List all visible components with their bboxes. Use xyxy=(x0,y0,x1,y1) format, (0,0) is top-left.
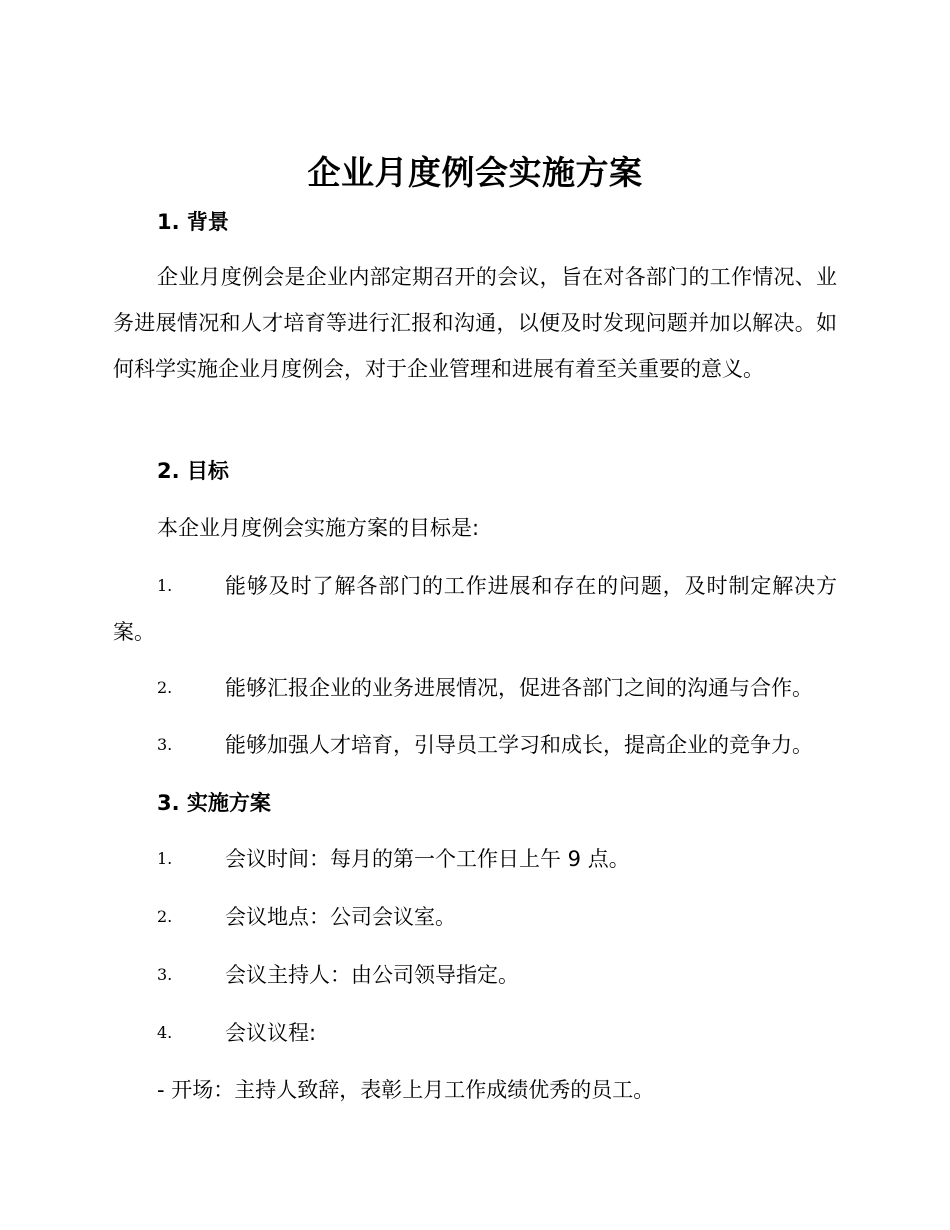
list-item xyxy=(113,1010,837,1056)
background-paragraph: 企业月度例会是企业内部定期召开的会议，旨在对各部门的工作情况、业务进展情况和人才培育等进行汇报和沟通，以便及时发现问题并加以解决。如何科学实施企业月度例会，对于企业管理和进展有着至关重要的意义。 xyxy=(113,265,837,381)
list-item-text: 能够加强人才培育，引导员工学习和成长，提高企业的竞争力。 xyxy=(225,733,813,757)
list-item-number: 1. xyxy=(157,576,173,595)
list-item-number: 3. xyxy=(157,965,173,984)
list-item-number: 3. xyxy=(157,735,173,754)
list-item xyxy=(113,952,837,998)
list-item xyxy=(113,563,837,655)
list-item-text: 能够及时了解各部门的工作进展和存在的问题，及时制定解决方案。 xyxy=(113,574,837,644)
section-heading-plan: 3. 实施方案 xyxy=(157,791,271,815)
list-item xyxy=(113,894,837,940)
section-heading-background: 1. 背景 xyxy=(157,210,229,234)
agenda-bullet: - 开场：主持人致辞，表彰上月工作成绩优秀的员工。 xyxy=(157,1078,655,1102)
list-item xyxy=(113,665,837,711)
list-item-number: 2. xyxy=(157,678,173,697)
list-item-text: 会议主持人：由公司领导指定。 xyxy=(225,963,519,987)
list-item xyxy=(113,722,837,768)
goals-intro: 本企业月度例会实施方案的目标是: xyxy=(157,516,480,540)
document-title: 企业月度例会实施方案 xyxy=(307,153,643,192)
list-item-text: 会议时间：每月的第一个工作日上午 9 点。 xyxy=(225,847,630,871)
section-heading-goals: 2. 目标 xyxy=(157,459,229,483)
list-item-number: 2. xyxy=(157,907,173,926)
list-item-number: 4. xyxy=(157,1023,173,1042)
list-item-text: 能够汇报企业的业务进展情况，促进各部门之间的沟通与合作。 xyxy=(225,676,813,700)
list-item-number: 1. xyxy=(157,849,173,868)
list-item xyxy=(113,836,837,882)
list-item-text: 会议议程: xyxy=(225,1021,317,1045)
list-item-text: 会议地点：公司会议室。 xyxy=(225,905,456,929)
